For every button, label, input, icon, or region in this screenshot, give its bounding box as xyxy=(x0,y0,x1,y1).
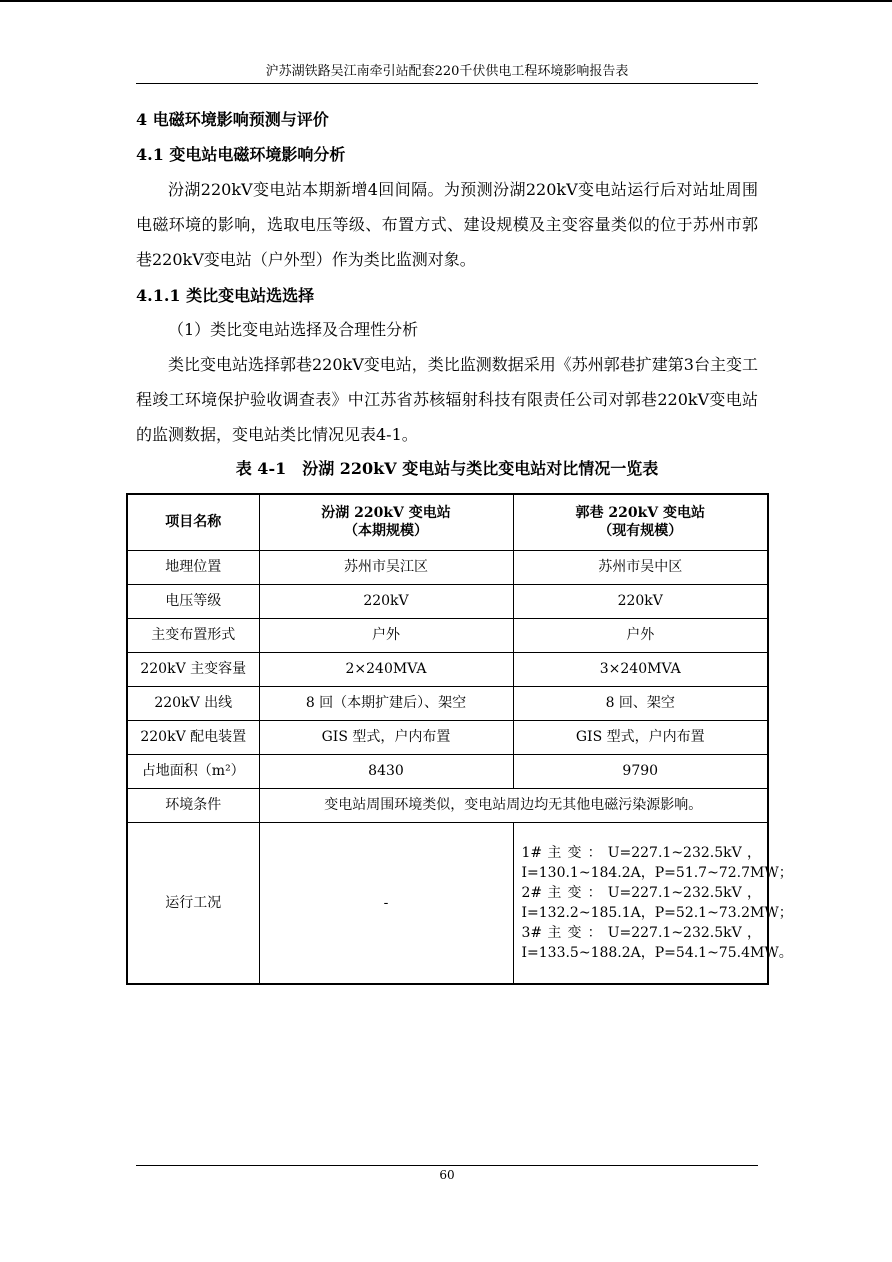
page-header-title: 沪苏湖铁路吴江南牵引站配套220千伏供电工程环境影响报告表 xyxy=(136,62,758,84)
guoxiang-value: 220kV xyxy=(513,584,768,618)
guoxiang-value: 8 回、架空 xyxy=(513,686,768,720)
table-row-environment xyxy=(127,788,768,822)
section-heading-4-1-1: 4.1.1 类比变电站选选择 xyxy=(136,286,315,305)
table-header-row xyxy=(127,494,768,550)
row-label: 电压等级 xyxy=(127,584,259,618)
guoxiang-value: 3×240MVA xyxy=(513,652,768,686)
row-label: 占地面积（m²） xyxy=(127,754,259,788)
table-row xyxy=(127,652,768,686)
table-row xyxy=(127,686,768,720)
row-label: 主变布置形式 xyxy=(127,618,259,652)
environment-value: 变电站周围环境类似，变电站周边均无其他电磁污染源影响。 xyxy=(259,788,768,822)
row-label: 220kV 主变容量 xyxy=(127,652,259,686)
row-label: 220kV 配电装置 xyxy=(127,720,259,754)
table-row xyxy=(127,754,768,788)
guoxiang-value: 9790 xyxy=(513,754,768,788)
table-caption: 表 4-1 汾湖 220kV 变电站与类比变电站对比情况一览表 xyxy=(235,459,659,478)
table-row xyxy=(127,618,768,652)
table-row xyxy=(127,720,768,754)
header-guoxiang-line1: 郭巷 220kV 变电站 xyxy=(575,505,706,522)
section-heading-4: 4 电磁环境影响预测与评价 xyxy=(136,110,329,129)
header-fenhu-line2: （本期规模） xyxy=(344,523,428,540)
guoxiang-value: GIS 型式，户内布置 xyxy=(513,720,768,754)
header-guoxiang xyxy=(513,494,768,550)
operation-line: 3# 主 变 ： U=227.1~232.5kV ， xyxy=(521,924,761,941)
paragraph-analogy: 类比变电站选择郭巷220kV变电站，类比监测数据采用《苏州郭巷扩建第3台主变工程竣工环境保护验收调查表》中江苏省苏核辐射科技有限责任公司对郭巷220kV变电站的监测数据，变电站类比情况见表4-1。 xyxy=(136,355,758,444)
fenhu-value: 户外 xyxy=(259,618,513,652)
top-border-rule xyxy=(0,0,892,2)
fenhu-value: GIS 型式，户内布置 xyxy=(259,720,513,754)
operation-line: 1# 主 变 ： U=227.1~232.5kV ， xyxy=(521,844,761,861)
row-label: 地理位置 xyxy=(127,550,259,584)
operation-line: 2# 主 变 ： U=227.1~232.5kV ， xyxy=(521,884,761,901)
paragraph-subheading: （1）类比变电站选择及合理性分析 xyxy=(168,320,419,339)
operation-line: I=130.1~184.2A，P=51.7~72.7MW； xyxy=(521,864,793,881)
footer-rule xyxy=(136,1165,758,1166)
paragraph-intro: 汾湖220kV变电站本期新增4回间隔。为预测汾湖220kV变电站运行后对站址周围电磁环境的影响，选取电压等级、布置方式、建设规模及主变容量类似的位于苏州市郭巷220kV变电站（户外型）作为类比监测对象。 xyxy=(136,180,758,269)
table-row xyxy=(127,584,768,618)
header-item: 项目名称 xyxy=(127,494,259,550)
fenhu-value: 8430 xyxy=(259,754,513,788)
table-row xyxy=(127,550,768,584)
guoxiang-value: 苏州市吴中区 xyxy=(513,550,768,584)
row-label: 220kV 出线 xyxy=(127,686,259,720)
table-row-operation xyxy=(127,822,768,984)
fenhu-value: 苏州市吴江区 xyxy=(259,550,513,584)
header-fenhu xyxy=(259,494,513,550)
fenhu-value: 8 回（本期扩建后）、架空 xyxy=(259,686,513,720)
operation-line: I=133.5~188.2A，P=54.1~75.4MW。 xyxy=(521,944,793,961)
guoxiang-value: 户外 xyxy=(513,618,768,652)
page-number: 60 xyxy=(439,1168,455,1182)
comparison-table xyxy=(126,493,793,985)
row-label: 环境条件 xyxy=(127,788,259,822)
row-label: 运行工况 xyxy=(127,822,259,984)
operation-line: I=132.2~185.1A，P=52.1~73.2MW； xyxy=(521,904,793,921)
guoxiang-operation-value xyxy=(513,822,793,984)
fenhu-value: 220kV xyxy=(259,584,513,618)
header-fenhu-line1: 汾湖 220kV 变电站 xyxy=(321,505,451,522)
fenhu-value: 2×240MVA xyxy=(259,652,513,686)
header-guoxiang-line2: （现有规模） xyxy=(598,523,683,540)
section-heading-4-1: 4.1 变电站电磁环境影响分析 xyxy=(136,145,346,164)
fenhu-operation-value: - xyxy=(259,822,513,984)
